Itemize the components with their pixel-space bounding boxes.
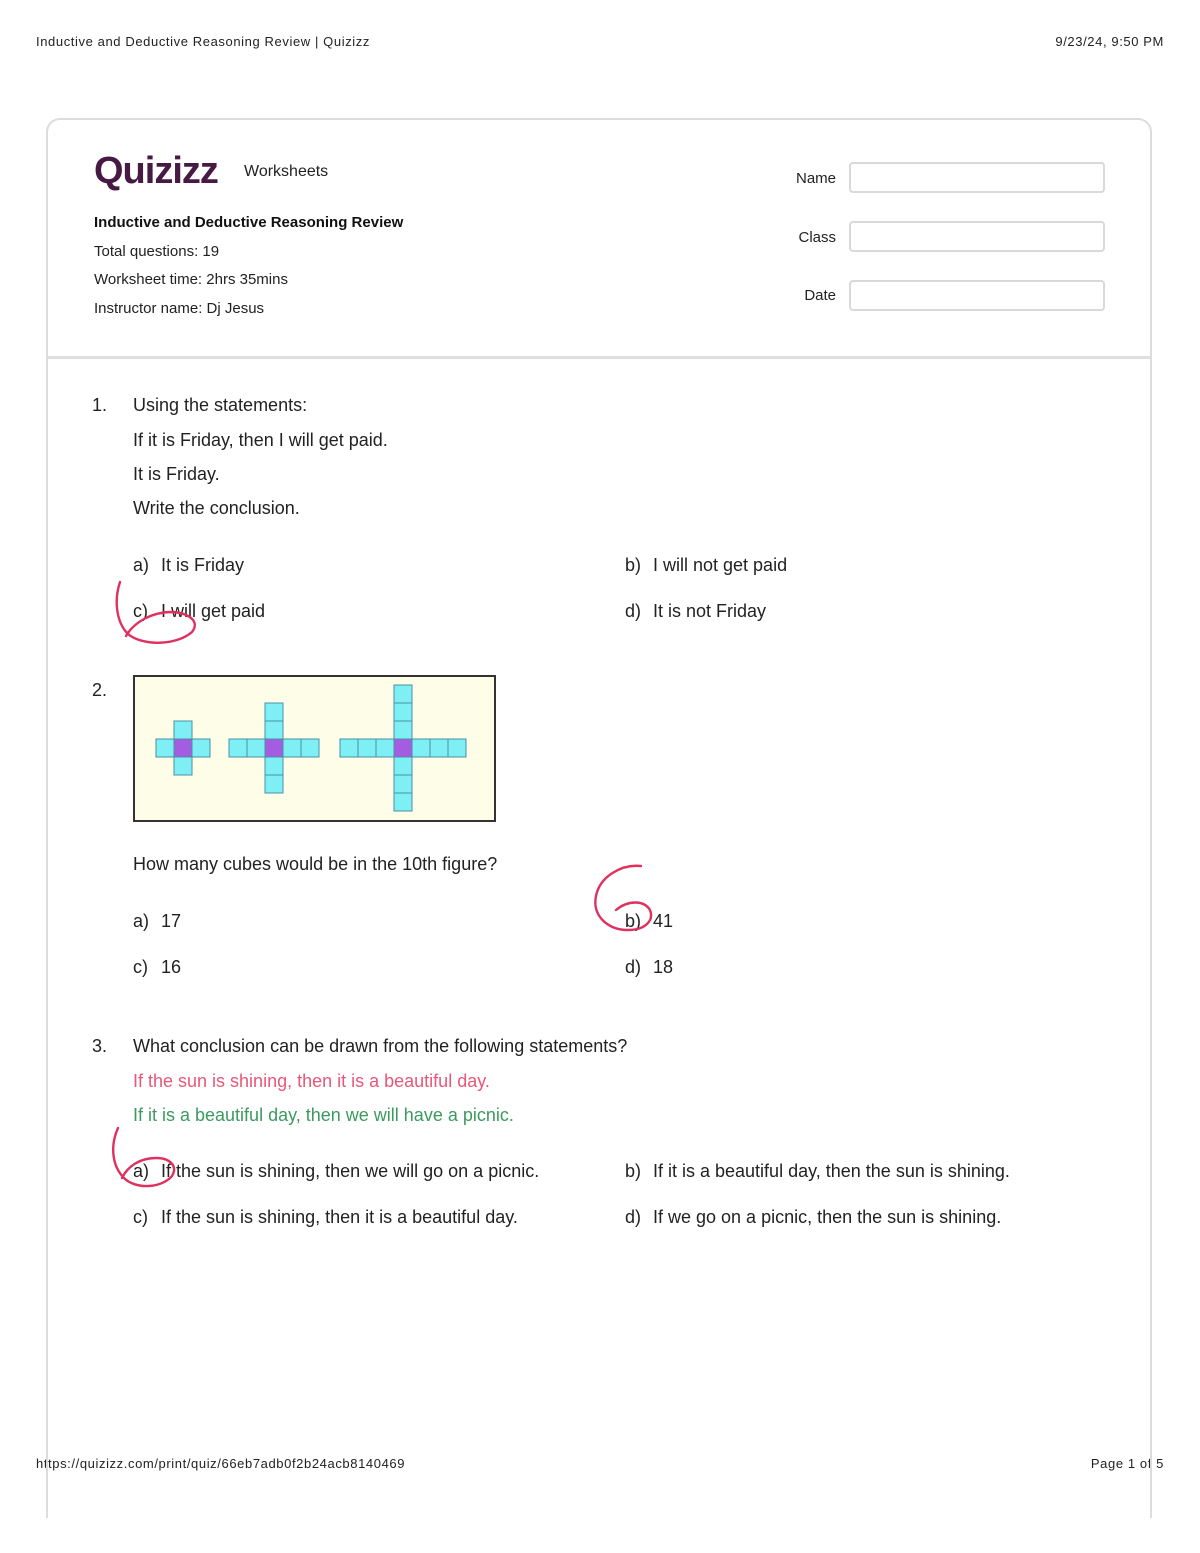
total-questions: Total questions: 19 <box>94 243 220 260</box>
cube <box>174 721 192 739</box>
cube-pattern-svg <box>135 677 494 820</box>
cube <box>192 739 210 757</box>
cube <box>265 757 283 775</box>
class-field[interactable] <box>849 221 1105 252</box>
question-2-option-b[interactable]: b) 41 <box>625 911 674 931</box>
question-1-option-a[interactable]: a) It is Friday <box>133 555 245 575</box>
question-3-statement-2: If it is a beautiful day, then we will have a picnic. <box>133 1105 514 1125</box>
cube <box>265 775 283 793</box>
cube <box>174 757 192 775</box>
question-1-line-4: Write the conclusion. <box>133 498 300 518</box>
cube <box>265 721 283 739</box>
center-cube <box>174 739 192 757</box>
cube <box>283 739 301 757</box>
print-header-datetime: 9/23/24, 9:50 PM <box>1055 34 1164 49</box>
center-cube <box>394 739 412 757</box>
question-1-line-3: It is Friday. <box>133 464 220 484</box>
cube <box>394 685 412 703</box>
cube <box>156 739 174 757</box>
date-field[interactable] <box>849 280 1105 311</box>
print-header-title: Inductive and Deductive Reasoning Review | Quizizz <box>36 34 370 49</box>
question-1-option-b[interactable]: b) I will not get paid <box>625 555 788 575</box>
question-3-option-a[interactable]: a) If the sun is shining, then we will go on a picnic. <box>133 1161 540 1181</box>
question-3-option-d[interactable]: d) If we go on a picnic, then the sun is shining. <box>625 1207 1002 1227</box>
cube <box>394 721 412 739</box>
cube <box>229 739 247 757</box>
print-footer-url[interactable]: https://quizizz.com/print/quiz/66eb7adb0f2b24acb8140469 <box>36 1456 406 1471</box>
cube <box>448 739 466 757</box>
print-footer-page: Page 1 of 5 <box>1090 1456 1164 1471</box>
question-3-number: 3. <box>92 1036 108 1056</box>
cube <box>340 739 358 757</box>
cube <box>394 757 412 775</box>
cube <box>376 739 394 757</box>
question-3-option-c[interactable]: c) If the sun is shining, then it is a beautiful day. <box>133 1207 518 1227</box>
worksheets-tag: Worksheets <box>244 163 329 180</box>
cube <box>301 739 319 757</box>
cube-pattern-figure <box>133 675 496 822</box>
question-3-option-b[interactable]: b) If it is a beautiful day, then the sun is shining. <box>625 1161 1010 1181</box>
worksheet-title: Inductive and Deductive Reasoning Review <box>94 214 404 231</box>
question-1-number: 1. <box>92 395 108 415</box>
worksheet-time: Worksheet time: 2hrs 35mins <box>94 271 288 288</box>
quizizz-logo: Quizizz <box>94 150 218 192</box>
date-label: Date <box>804 287 836 304</box>
name-label: Name <box>795 170 836 187</box>
cube <box>358 739 376 757</box>
question-1-line-1: Using the statements: <box>133 395 308 415</box>
question-2-option-a[interactable]: a) 17 <box>133 911 182 931</box>
worksheet-header <box>48 120 1150 359</box>
cube <box>247 739 265 757</box>
cube <box>394 793 412 811</box>
question-3-line-1: What conclusion can be drawn from the following statements? <box>133 1036 628 1056</box>
question-2-option-d[interactable]: d) 18 <box>625 957 674 977</box>
center-cube <box>265 739 283 757</box>
question-2-line-1: How many cubes would be in the 10th figure? <box>133 854 498 874</box>
class-label: Class <box>798 229 836 246</box>
cube <box>430 739 448 757</box>
cube <box>265 703 283 721</box>
question-2-option-c[interactable]: c) 16 <box>133 957 182 977</box>
question-2-number: 2. <box>92 680 108 700</box>
question-1-option-d[interactable]: d) It is not Friday <box>625 601 767 621</box>
question-3-statement-1: If the sun is shining, then it is a beautiful day. <box>133 1071 490 1091</box>
question-1-line-2: If it is Friday, then I will get paid. <box>133 430 388 450</box>
name-field[interactable] <box>849 162 1105 193</box>
cube <box>394 775 412 793</box>
question-1-option-c[interactable]: c) I will get paid <box>133 601 266 621</box>
cube <box>412 739 430 757</box>
instructor-name: Instructor name: Dj Jesus <box>94 300 265 317</box>
cube <box>394 703 412 721</box>
